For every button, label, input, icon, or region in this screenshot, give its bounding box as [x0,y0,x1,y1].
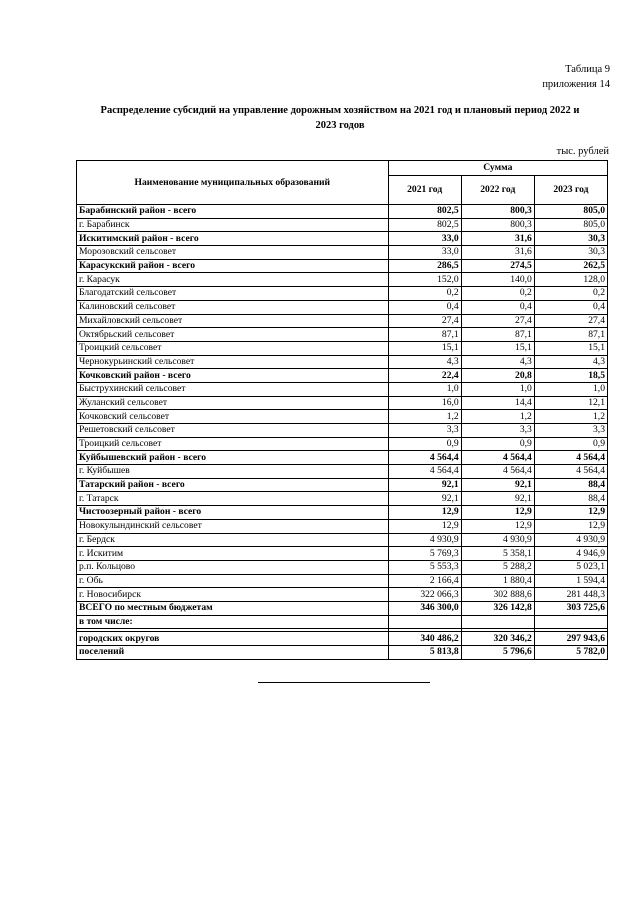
amount-2021: 802,5 [388,205,461,219]
amount-2021: 286,5 [388,259,461,273]
municipality-name: Калиновский сельсовет [77,300,389,314]
municipality-name: г. Куйбышев [77,465,389,479]
year-header-2021: 2021 год [388,176,461,205]
amount-2022: 1 880,4 [461,574,534,588]
amount-2023: 4 564,4 [534,465,607,479]
table-number: Таблица 9 [565,64,610,75]
table-row [77,547,608,561]
amount-2021: 12,9 [388,519,461,533]
municipality-name: г. Обь [77,574,389,588]
amount-2021: 33,0 [388,246,461,260]
amount-2023: 88,4 [534,478,607,492]
amount-2022: 1,2 [461,410,534,424]
amount-2022: 20,8 [461,369,534,383]
amount-2021: 0,2 [388,287,461,301]
table-row [77,574,608,588]
amount-2023: 4 564,4 [534,451,607,465]
amount-2021: 0,9 [388,437,461,451]
table-row [77,205,608,219]
unit-label: тыс. рублей [556,146,609,157]
municipality-name: Искитимский район - всего [77,232,389,246]
appendix-reference: приложения 14 [542,79,610,90]
municipality-name: ВСЕГО по местным бюджетам [77,601,389,615]
amount-2022: 92,1 [461,478,534,492]
table-row [77,588,608,602]
amount-2021: 92,1 [388,492,461,506]
table-row [77,300,608,314]
table-row [77,601,608,615]
amount-2021: 92,1 [388,478,461,492]
municipality-name: г. Искитим [77,547,389,561]
municipality-name: в том числе: [77,615,389,629]
table-row [77,246,608,260]
municipality-name: Решетовский сельсовет [77,424,389,438]
amount-2023: 0,4 [534,300,607,314]
amount-2022: 800,3 [461,218,534,232]
municipality-name: р.п. Кольцово [77,560,389,574]
amount-2023: 88,4 [534,492,607,506]
table-row [77,396,608,410]
table-row [77,259,608,273]
table-row [77,273,608,287]
amount-2021: 12,9 [388,506,461,520]
table-row [77,410,608,424]
municipality-name: Новокулындинский сельсовет [77,519,389,533]
amount-2022: 5 288,2 [461,560,534,574]
amount-2022: 0,4 [461,300,534,314]
amount-2022: 5 796,6 [461,646,534,660]
table-row [77,646,608,660]
table-body [77,205,608,660]
amount-2022: 800,3 [461,205,534,219]
amount-2023 [534,615,607,629]
municipality-name: Татарский район - всего [77,478,389,492]
amount-2022: 27,4 [461,314,534,328]
amount-2021: 346 300,0 [388,601,461,615]
municipality-name: г. Новосибирск [77,588,389,602]
amount-2023: 30,3 [534,246,607,260]
amount-2022: 5 358,1 [461,547,534,561]
municipality-name: Куйбышевский район - всего [77,451,389,465]
municipality-name: Чернокурьинский сельсовет [77,355,389,369]
table-row [77,355,608,369]
municipality-name: г. Бердск [77,533,389,547]
amount-2023: 18,5 [534,369,607,383]
amount-2023: 1,2 [534,410,607,424]
sum-column-header: Сумма [388,161,607,176]
amount-2022: 15,1 [461,341,534,355]
municipality-name: Кочковский район - всего [77,369,389,383]
municipality-name: Карасукский район - всего [77,259,389,273]
municipality-name: Жуланский сельсовет [77,396,389,410]
amount-2023: 4 930,9 [534,533,607,547]
amount-2021: 802,5 [388,218,461,232]
municipality-name: г. Татарск [77,492,389,506]
municipality-name: Морозовский сельсовет [77,246,389,260]
table-row [77,232,608,246]
municipality-name: поселений [77,646,389,660]
amount-2023: 3,3 [534,424,607,438]
amount-2021: 27,4 [388,314,461,328]
amount-2021: 4 564,4 [388,465,461,479]
document-title-line-2: 2023 годов [315,119,365,131]
amount-2023: 12,9 [534,519,607,533]
amount-2023: 4,3 [534,355,607,369]
amount-2023: 30,3 [534,232,607,246]
municipality-name: Троицкий сельсовет [77,437,389,451]
document-title-line-1: Распределение субсидий на управление дорожным хозяйством на 2021 год и плановый период 2022 и [100,105,580,116]
year-header-2022: 2022 год [461,176,534,205]
amount-2022: 320 346,2 [461,632,534,646]
amount-2022: 326 142,8 [461,601,534,615]
municipality-name: городских округов [77,632,389,646]
amount-2021: 152,0 [388,273,461,287]
amount-2023: 27,4 [534,314,607,328]
amount-2021: 4 930,9 [388,533,461,547]
table-row [77,424,608,438]
amount-2021: 4 564,4 [388,451,461,465]
municipality-name: Чистоозерный район - всего [77,506,389,520]
amount-2022: 12,9 [461,506,534,520]
amount-2023: 87,1 [534,328,607,342]
amount-2021: 340 486,2 [388,632,461,646]
table-row [77,287,608,301]
amount-2021: 1,2 [388,410,461,424]
amount-2022: 274,5 [461,259,534,273]
amount-2023: 4 946,9 [534,547,607,561]
table-row [77,369,608,383]
amount-2022: 4 564,4 [461,451,534,465]
amount-2021: 5 813,8 [388,646,461,660]
municipality-name: Октябрьский сельсовет [77,328,389,342]
amount-2021: 87,1 [388,328,461,342]
municipality-name: Михайловский сельсовет [77,314,389,328]
amount-2023: 262,5 [534,259,607,273]
amount-2022: 87,1 [461,328,534,342]
table-row [77,465,608,479]
amount-2023: 805,0 [534,218,607,232]
amount-2021 [388,615,461,629]
amount-2021: 1,0 [388,382,461,396]
table-row [77,632,608,646]
amount-2023: 805,0 [534,205,607,219]
amount-2023: 128,0 [534,273,607,287]
amount-2023: 297 943,6 [534,632,607,646]
amount-2022: 31,6 [461,246,534,260]
table-row [77,437,608,451]
amount-2022: 4 930,9 [461,533,534,547]
amount-2023: 281 448,3 [534,588,607,602]
amount-2022: 302 888,6 [461,588,534,602]
amount-2023: 5 782,0 [534,646,607,660]
amount-2022: 4 564,4 [461,465,534,479]
table-reference [542,62,610,92]
amount-2023: 5 023,1 [534,560,607,574]
name-column-header: Наименование муниципальных образований [77,161,389,205]
amount-2021: 15,1 [388,341,461,355]
amount-2021: 22,4 [388,369,461,383]
amount-2023: 0,9 [534,437,607,451]
amount-2021: 16,0 [388,396,461,410]
amount-2022: 1,0 [461,382,534,396]
amount-2022: 12,9 [461,519,534,533]
table-row [77,451,608,465]
table-row [77,506,608,520]
table-row [77,492,608,506]
municipality-name: Быструхинский сельсовет [77,382,389,396]
municipality-name: Барабинский район - всего [77,205,389,219]
amount-2021: 0,4 [388,300,461,314]
table-row [77,519,608,533]
municipality-name: Троицкий сельсовет [77,341,389,355]
document-title [70,104,610,133]
table-row [77,560,608,574]
amount-2021: 2 166,4 [388,574,461,588]
amount-2021: 322 066,3 [388,588,461,602]
amount-2022: 0,2 [461,287,534,301]
amount-2023: 1,0 [534,382,607,396]
amount-2021: 33,0 [388,232,461,246]
amount-2023: 303 725,6 [534,601,607,615]
amount-2022: 140,0 [461,273,534,287]
table-row [77,314,608,328]
amount-2021: 3,3 [388,424,461,438]
amount-2022: 14,4 [461,396,534,410]
table-row [77,218,608,232]
municipality-name: г. Барабинск [77,218,389,232]
municipality-name: г. Карасук [77,273,389,287]
table-row [77,341,608,355]
municipality-name: Кочковский сельсовет [77,410,389,424]
table-row [77,615,608,629]
table-row [77,533,608,547]
table-row [77,382,608,396]
amount-2022 [461,615,534,629]
amount-2022: 31,6 [461,232,534,246]
amount-2022: 3,3 [461,424,534,438]
amount-2023: 0,2 [534,287,607,301]
amount-2021: 5 769,3 [388,547,461,561]
amount-2022: 0,9 [461,437,534,451]
table-row [77,328,608,342]
subsidy-table [76,160,608,660]
amount-2022: 92,1 [461,492,534,506]
amount-2022: 4,3 [461,355,534,369]
amount-2023: 15,1 [534,341,607,355]
amount-2023: 12,9 [534,506,607,520]
amount-2023: 1 594,4 [534,574,607,588]
year-header-2023: 2023 год [534,176,607,205]
table-row [77,478,608,492]
municipality-name: Благодатский сельсовет [77,287,389,301]
amount-2023: 12,1 [534,396,607,410]
amount-2021: 5 553,3 [388,560,461,574]
amount-2021: 4,3 [388,355,461,369]
footer-divider [258,682,430,683]
